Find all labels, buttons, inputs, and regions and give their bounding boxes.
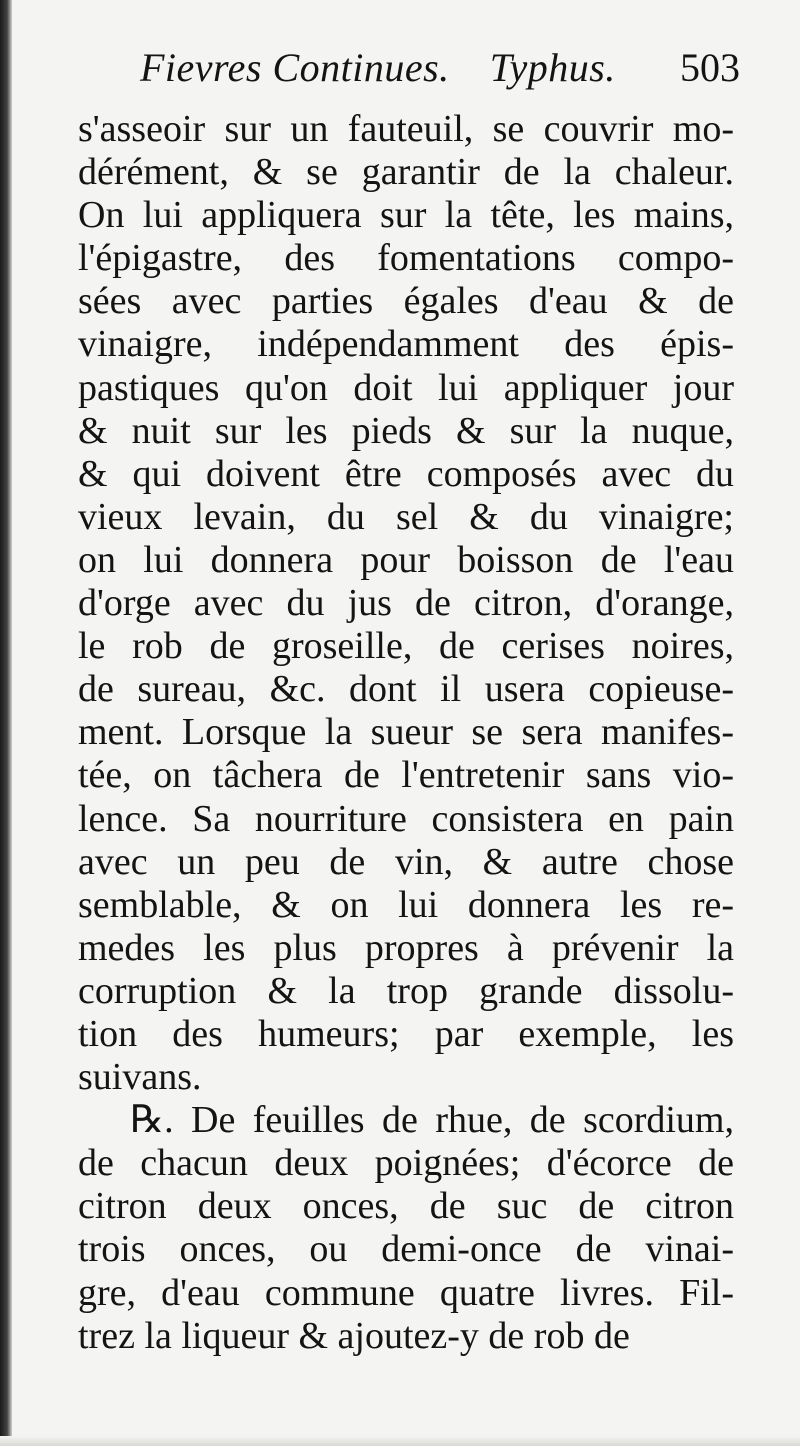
text-line: avec un peu de vin, & autre chose bbox=[78, 840, 734, 883]
text-line: l'épigastre, des fomentations compo- bbox=[78, 237, 734, 280]
text-line: tée, on tâchera de l'entretenir sans vio- bbox=[78, 754, 734, 797]
text-line: vinaigre, indépendamment des épis- bbox=[78, 323, 734, 366]
page-header bbox=[140, 44, 740, 104]
running-head-left: Fievres Continues. bbox=[140, 45, 450, 90]
text-line: de chacun deux poignées; d'écorce de bbox=[78, 1142, 734, 1185]
text-line: semblable, & on lui donnera les re- bbox=[78, 883, 734, 926]
text-line: gre, d'eau commune quatre livres. Fil- bbox=[78, 1271, 734, 1314]
page-number: 503 bbox=[680, 45, 740, 90]
text-line: medes les plus propres à prévenir la bbox=[78, 926, 734, 969]
text-line: & nuit sur les pieds & sur la nuque, bbox=[78, 409, 734, 452]
text-line: ment. Lorsque la sueur se sera manifes- bbox=[78, 711, 734, 754]
text-line: & qui doivent être composés avec du bbox=[78, 452, 734, 495]
text-line: trez la liqueur & ajoutez-y de rob de bbox=[78, 1314, 630, 1357]
text-line: d'orge avec du jus de citron, d'orange, bbox=[78, 582, 734, 625]
running-head bbox=[140, 44, 616, 91]
text-line: lence. Sa nourriture consistera en pain bbox=[78, 797, 734, 840]
text-line: On lui appliquera sur la tête, les mains, bbox=[78, 194, 734, 237]
text-line: de sureau, &c. dont il usera copieuse- bbox=[78, 668, 734, 711]
text-line: dérément, & se garantir de la chaleur. bbox=[78, 151, 734, 194]
text-line: citron deux onces, de suc de citron bbox=[78, 1185, 734, 1228]
text-line: pastiques qu'on doit lui appliquer jour bbox=[78, 366, 734, 409]
text-line: corruption & la trop grande dissolu- bbox=[78, 969, 734, 1012]
text-line: on lui donnera pour boisson de l'eau bbox=[78, 538, 734, 581]
text-line: vieux levain, du sel & du vinaigre; bbox=[78, 495, 734, 538]
text-line: sées avec parties égales d'eau & de bbox=[78, 280, 734, 323]
text-line: suivans. bbox=[78, 1056, 202, 1099]
text-line: trois onces, ou demi-once de vinai- bbox=[78, 1228, 734, 1271]
page-binding-edge bbox=[0, 0, 12, 1446]
text-line: tion des humeurs; par exemple, les bbox=[78, 1012, 734, 1055]
text-line: ℞. De feuilles de rhue, de scordium, bbox=[130, 1099, 734, 1142]
body-text bbox=[78, 108, 734, 1358]
running-head-right: Typhus. bbox=[489, 45, 616, 90]
text-line: s'asseoir sur un fauteuil, se couvrir mo- bbox=[78, 108, 734, 150]
text-line: le rob de groseille, de cerises noires, bbox=[78, 625, 734, 668]
page-bottom-edge bbox=[0, 1436, 800, 1446]
